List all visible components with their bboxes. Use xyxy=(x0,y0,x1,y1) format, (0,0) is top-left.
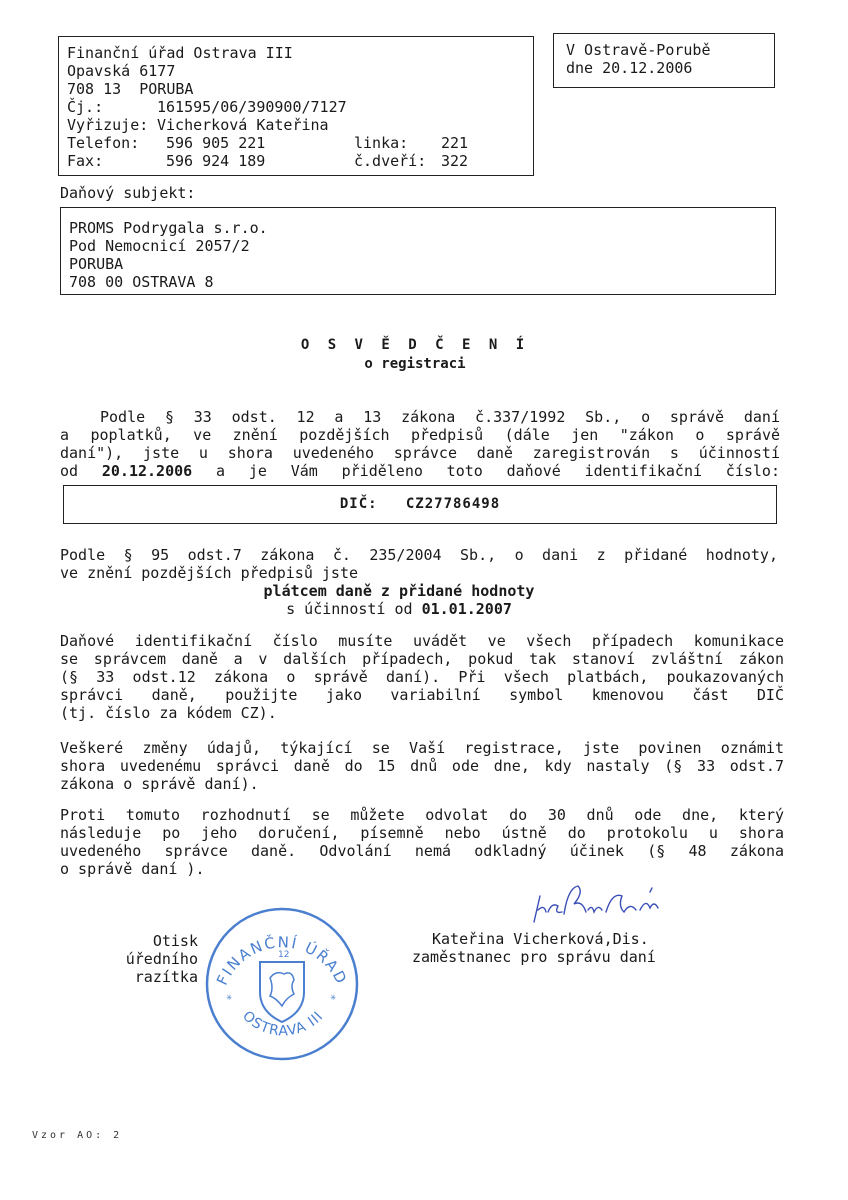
paragraph-line-date xyxy=(60,462,780,480)
text-fragment: s účinností od xyxy=(286,600,422,618)
tax-subject-label: Daňový subjekt: xyxy=(60,184,196,202)
fax-row xyxy=(67,152,533,170)
stamp-star-right: ✳ xyxy=(330,992,337,1003)
handwritten-signature xyxy=(528,882,668,930)
paragraph-line: Daňové identifikační číslo musíte uvádět ve všech případech komunikace xyxy=(60,632,784,650)
text-fragment: od xyxy=(60,462,102,480)
fax-value: 596 924 189 xyxy=(166,152,266,170)
stamp-star-left: ✳ xyxy=(226,992,233,1003)
issue-date: dne 20.12.2006 xyxy=(566,59,693,77)
official-stamp xyxy=(200,900,364,1064)
extension-value: 221 xyxy=(441,134,469,152)
vat-effective-line xyxy=(60,600,778,618)
document-title: O S V Ě D Č E N Í xyxy=(300,337,530,353)
paragraph-line: (tj. číslo za kódem CZ). xyxy=(60,704,277,722)
paragraph-line: ve znění pozdějších předpisů jste xyxy=(60,564,359,582)
place-date-box xyxy=(553,33,775,88)
vat-payer-status: plátcem daně z přidané hodnoty xyxy=(263,582,535,600)
paragraph-line: Podle § 33 odst. 12 a 13 zákona č.337/1992 Sb., o správě daní xyxy=(100,408,780,426)
paragraph-line: uvedeného správce daně. Odvolání nemá odkladný účinek (§ 48 zákona xyxy=(60,842,784,860)
paragraph-line: daní"), jste u shora uvedeného správce daně zaregistrován s účinností xyxy=(60,444,780,462)
subject-city: 708 00 OSTRAVA 8 xyxy=(69,273,214,291)
door-value: 322 xyxy=(441,152,469,170)
stamp-top-text: FINANČNÍ ÚŘAD xyxy=(212,933,352,989)
place: V Ostravě-Porubě xyxy=(566,41,711,59)
fax-label: Fax: xyxy=(67,152,104,170)
paragraph-line: shora uvedenému správci daně do 15 dnů ode dne, kdy nastaly (§ 33 odst.7 xyxy=(60,757,784,775)
paragraph-line: a poplatků, ve znění pozdějších předpisů (dále jen "zákon o správě xyxy=(60,426,780,444)
vat-effective-date: 01.01.2007 xyxy=(421,600,512,618)
paragraph-line: se správcem daně a v dalších případech, pokud tak stanoví zvláštní zákon xyxy=(60,650,784,668)
paragraph-line: Podle § 95 odst.7 zákona č. 235/2004 Sb., o dani z přidané hodnoty, xyxy=(60,546,778,564)
official-stamp-graphic xyxy=(200,900,364,1064)
paragraph-line: o správě daní ). xyxy=(60,860,205,878)
tax-office-box xyxy=(58,36,534,176)
signature-graphic xyxy=(528,882,668,930)
tax-subject-box xyxy=(60,207,776,295)
tax-id-box xyxy=(63,485,777,524)
extension-label: linka: xyxy=(354,134,409,152)
subject-street: Pod Nemocnicí 2057/2 xyxy=(69,237,250,255)
signer-role: zaměstnanec pro správu daní xyxy=(412,948,656,966)
paragraph-line: (§ 33 odst.12 zákona o správě daní). Při všech platbách, poukazovaných xyxy=(60,668,784,686)
handler-label: Vyřizuje: xyxy=(67,116,149,134)
vat-payer-paragraph xyxy=(60,546,778,618)
paragraph-line: zákona o správě daní). xyxy=(60,775,259,793)
stamp-label-line: razítka xyxy=(134,968,198,986)
stamp-label-line: úředního xyxy=(125,950,198,968)
stamp-bottom-text: OSTRAVA III xyxy=(239,1008,327,1040)
subject-name: PROMS Podrygala s.r.o. xyxy=(69,219,268,237)
stamp-inner-number: 12 xyxy=(278,950,290,960)
office-city: 708 13 PORUBA xyxy=(67,80,194,98)
reference-number-row xyxy=(67,98,533,116)
paragraph-line: Proti tomuto rozhodnutí se můžete odvolat do 30 dnů ode dne, který xyxy=(60,806,784,824)
changes-paragraph xyxy=(60,739,784,793)
registration-date: 20.12.2006 xyxy=(101,462,193,480)
phone-label: Telefon: xyxy=(67,134,140,152)
signer-name: Kateřina Vicherková,Dis. xyxy=(432,930,649,948)
subject-district: PORUBA xyxy=(69,255,124,273)
tax-id-value: CZ27786498 xyxy=(405,496,501,512)
coat-of-arms-icon xyxy=(260,950,304,1022)
text-fragment: a je Vám přiděleno toto daňové identifikační číslo: xyxy=(192,462,780,480)
handler-value: Vicherková Kateřina xyxy=(157,116,329,134)
phone-value: 596 905 221 xyxy=(166,134,266,152)
form-code: Vzor AO: 2 xyxy=(32,1130,123,1141)
paragraph-line: Veškeré změny údajů, týkající se Vaší registrace, jste povinen oznámit xyxy=(60,739,784,757)
office-street: Opavská 6177 xyxy=(67,62,176,80)
paragraph-line: následuje po jeho doručení, písemně nebo ústně do protokolu u shora xyxy=(60,824,784,842)
paragraph-line: správci daně, použijte jako variabilní symbol kmenovou část DIČ xyxy=(60,686,784,704)
reference-value: 161595/06/390900/7127 xyxy=(157,98,347,116)
signer-block xyxy=(412,930,732,966)
stamp-label xyxy=(108,932,198,986)
office-name: Finanční úřad Ostrava III xyxy=(67,44,293,62)
phone-row xyxy=(67,134,533,152)
registration-paragraph xyxy=(60,408,780,480)
reference-label: Čj.: xyxy=(67,98,104,116)
document-subtitle: o registraci xyxy=(364,356,466,372)
handler-row xyxy=(67,116,533,134)
tax-id-label: DIČ: xyxy=(339,496,378,512)
stamp-label-line: Otisk xyxy=(152,932,198,950)
door-label: č.dveří: xyxy=(354,152,427,170)
appeal-paragraph xyxy=(60,806,784,878)
tax-id-line xyxy=(64,496,776,512)
tax-id-usage-paragraph xyxy=(60,632,784,722)
